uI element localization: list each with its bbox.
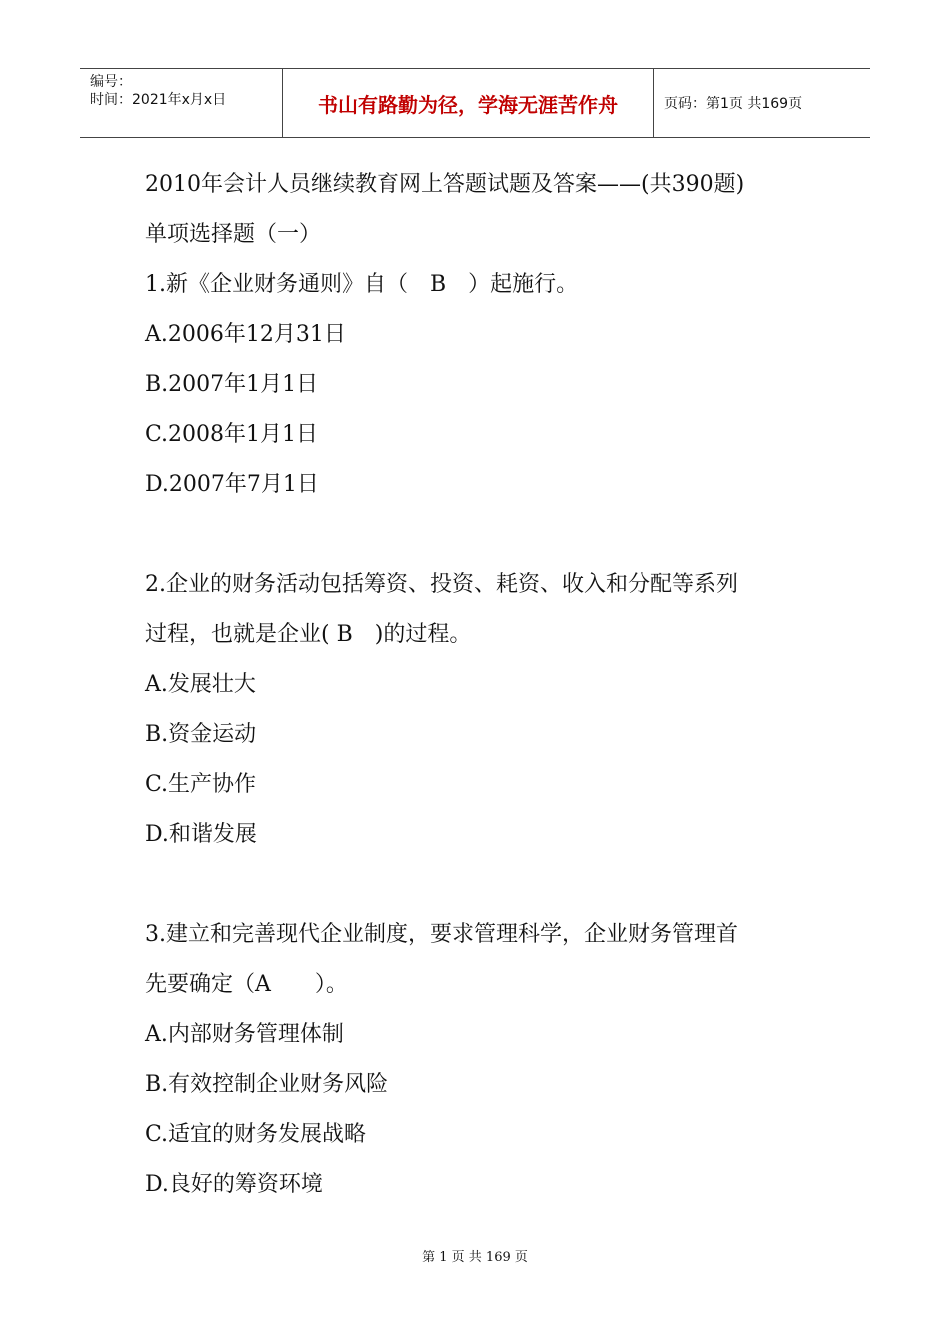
- question-stem: 3.建立和完善现代企业制度，要求管理科学，企业财务管理首: [145, 922, 738, 947]
- option-b: B.资金运动: [145, 722, 257, 747]
- option-a: A.内部财务管理体制: [145, 1022, 344, 1047]
- section-heading: 单项选择题（一）: [145, 222, 322, 247]
- document-title: 2010年会计人员继续教育网上答题试题及答案——(共390题): [145, 172, 745, 197]
- question-2: [145, 560, 825, 860]
- spacer: [145, 860, 825, 910]
- question-stem-continued: 过程，也就是企业( B )的过程。: [145, 622, 472, 647]
- question-1: [145, 260, 825, 510]
- question-stem: 1.新《企业财务通则》自（ B ）起施行。: [145, 272, 579, 297]
- option-a: A.2006年12月31日: [145, 322, 346, 347]
- document-body: [145, 160, 825, 1210]
- question-stem-continued: 先要确定（A ）。: [145, 972, 348, 997]
- header-meta-cell: [80, 69, 282, 137]
- option-d: D.良好的筹资环境: [145, 1172, 323, 1197]
- option-a: A.发展壮大: [145, 672, 256, 697]
- page-info-text: 页码：第1页 共169页: [664, 96, 803, 112]
- option-d: D.2007年7月1日: [145, 472, 319, 497]
- option-b: B.2007年1月1日: [145, 372, 319, 397]
- motto-cell: [282, 69, 654, 137]
- option-c: C.适宜的财务发展战略: [145, 1122, 367, 1147]
- page-info-cell: [654, 69, 870, 137]
- option-c: C.2008年1月1日: [145, 422, 319, 447]
- time-label: 时间：2021年x月x日: [90, 92, 227, 108]
- spacer: [145, 510, 825, 560]
- option-c: C.生产协作: [145, 772, 257, 797]
- document-header: [80, 68, 870, 138]
- option-b: B.有效控制企业财务风险: [145, 1072, 389, 1097]
- option-d: D.和谐发展: [145, 822, 257, 847]
- page-footer: 第 1 页 共 169 页: [422, 1250, 528, 1265]
- motto-text: 书山有路勤为径，学海无涯苦作舟: [318, 92, 618, 117]
- question-stem: 2.企业的财务活动包括筹资、投资、耗资、收入和分配等系列: [145, 572, 738, 597]
- number-label: 编号：: [90, 74, 132, 90]
- question-3: [145, 910, 825, 1210]
